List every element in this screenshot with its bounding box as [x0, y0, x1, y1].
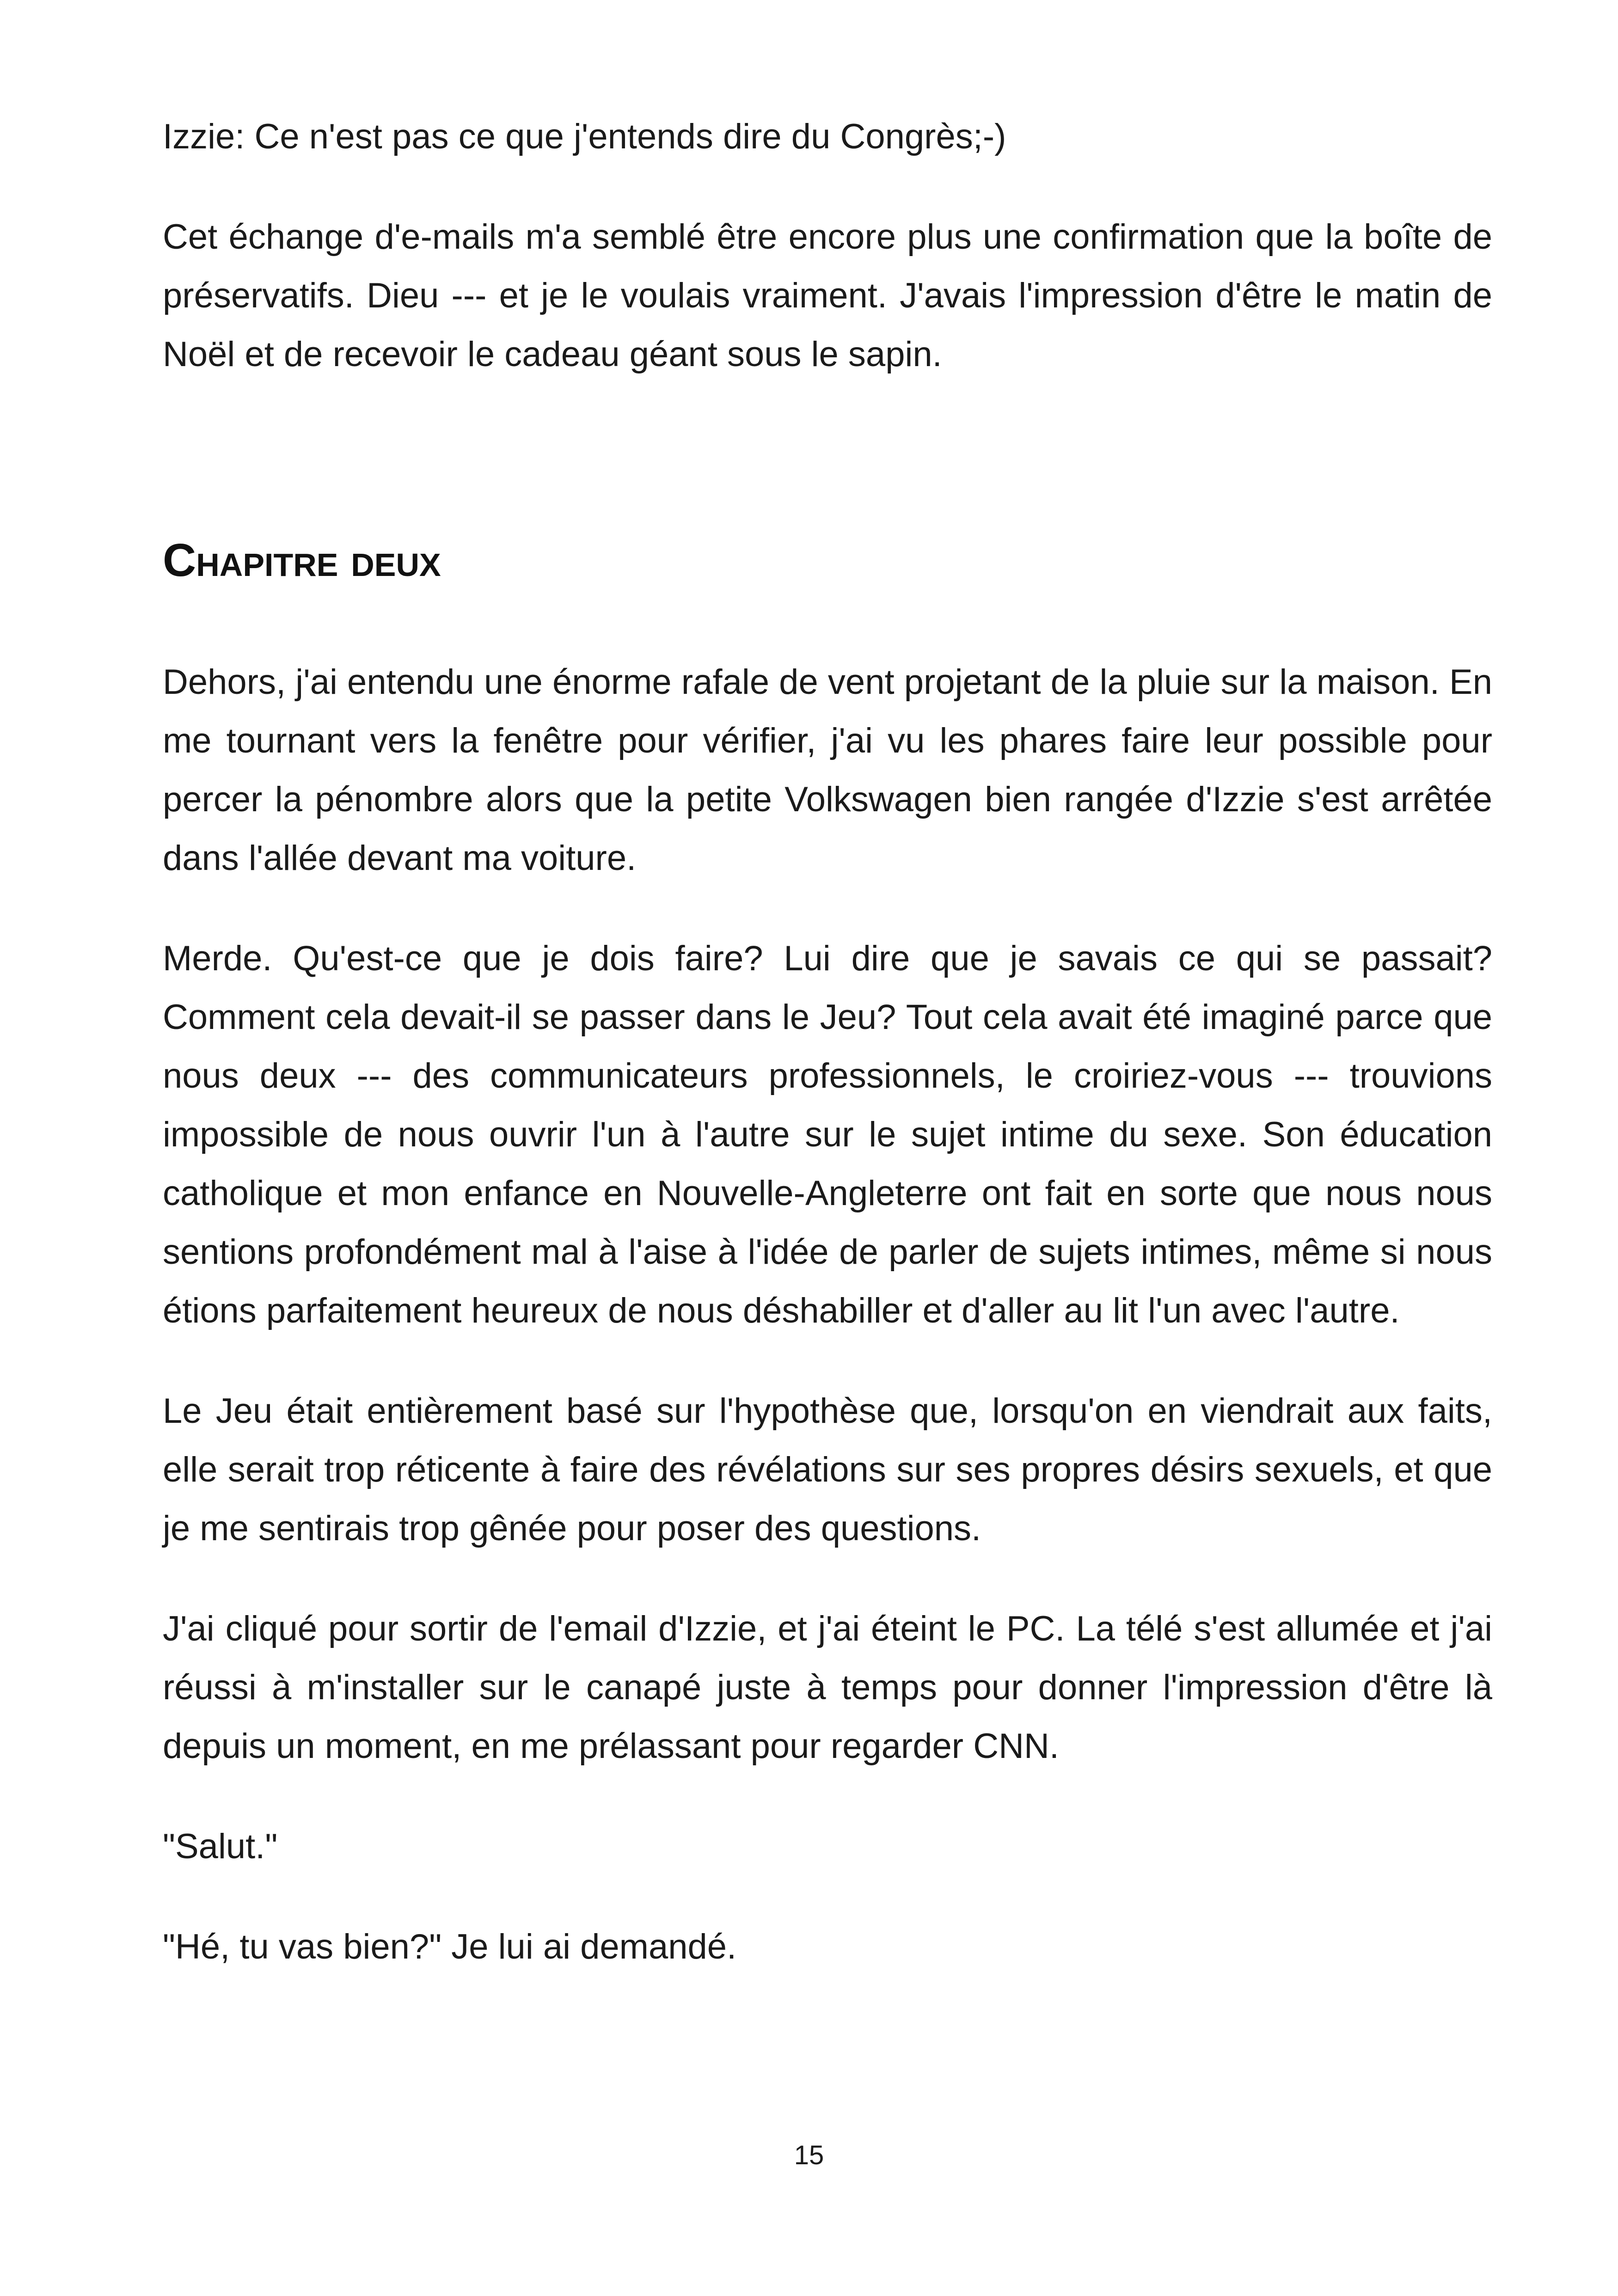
page-number: 15	[794, 2140, 824, 2170]
paragraph-merde: Merde. Qu'est-ce que je dois faire? Lui dire que je savais ce qui se passait? Comment cela devait-il se passer dans le Jeu? Tout cela avait été imaginé parce que nous deux --- des communicateurs professionnels, le croiriez-vous --- trouvions impossible de nous ouvrir l'un à l'autre sur le sujet intime du sexe. Son éducation catholique et mon enfance en Nouvelle-Angleterre ont fait en sorte que nous nous sentions profondément mal à l'aise à l'idée de parler de sujets intimes, même si nous étions parfaitement heureux de nous déshabiller et d'aller au lit l'un avec l'autre.	[163, 939, 1492, 1330]
paragraph-salut: "Salut."	[163, 1827, 278, 1866]
paragraph-clicked-out: J'ai cliqué pour sortir de l'email d'Izzie, et j'ai éteint le PC. La télé s'est allumée et j'ai réussi à m'installer sur le canapé juste à temps pour donner l'impression d'être là depuis un moment, en me prélassant pour regarder CNN.	[163, 1609, 1492, 1766]
paragraph-izzie-congress: Izzie: Ce n'est pas ce que j'entends dire du Congrès;-)	[163, 117, 1006, 156]
paragraph-email-exchange: Cet échange d'e-mails m'a semblé être encore plus une confirmation que la boîte de préservatifs. Dieu --- et je le voulais vraiment. J'avais l'impression d'être le matin de Noël et de recevoir le cadeau géant sous le sapin.	[163, 217, 1492, 374]
paragraph-outside-storm: Dehors, j'ai entendu une énorme rafale de vent projetant de la pluie sur la maison. En me tournant vers la fenêtre pour vérifier, j'ai vu les phares faire leur possible pour percer la pénombre alors que la petite Volkswagen bien rangée d'Izzie s'est arrêtée dans l'allée devant ma voiture.	[163, 662, 1492, 878]
paragraph-he-tu-vas-bien: "Hé, tu vas bien?" Je lui ai demandé.	[163, 1927, 737, 1966]
text-column	[163, 107, 1492, 2018]
chapter-title: Chapitre deux	[163, 534, 441, 586]
paragraph-le-jeu: Le Jeu était entièrement basé sur l'hypothèse que, lorsqu'on en viendrait aux faits, elle serait trop réticente à faire des révélations sur ses propres désirs sexuels, et que je me sentirais trop gênée pour poser des questions.	[163, 1391, 1492, 1548]
